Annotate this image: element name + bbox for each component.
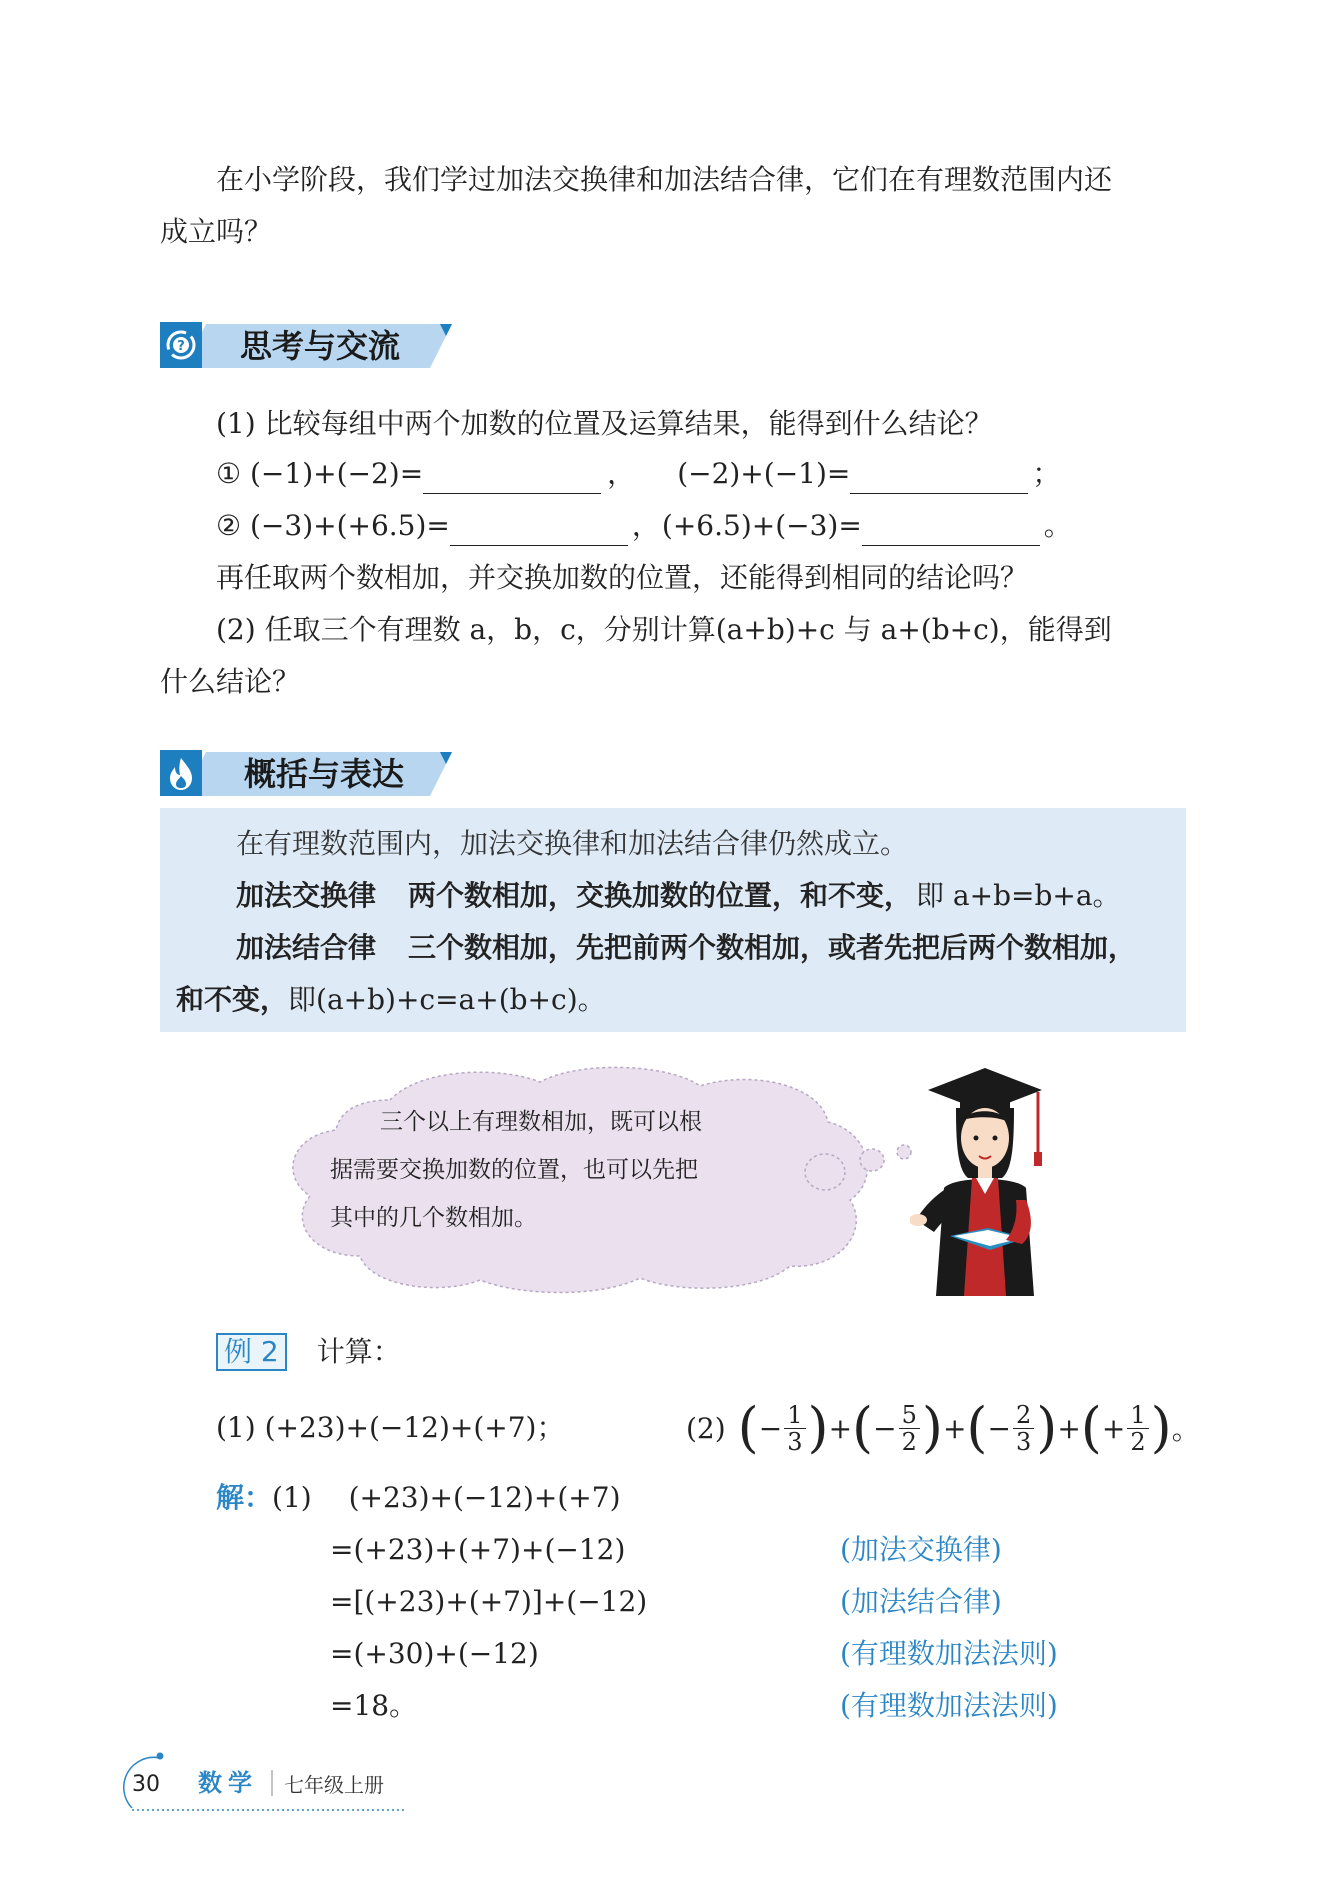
solution-step-2: =[(+23)+(+7)]+(−12) xyxy=(330,1585,648,1618)
answer-blank xyxy=(423,463,601,494)
row2-expr-b: (+6.5)+(−3)= xyxy=(661,509,862,542)
think-section-header xyxy=(160,322,460,372)
answer-blank xyxy=(850,463,1028,494)
intro-line-1: 在小学阶段，我们学过加法交换律和加法结合律，它们在有理数范围内还 xyxy=(216,163,1113,196)
period: 。 xyxy=(1171,1413,1200,1446)
think-section-title: 思考与交流 xyxy=(240,327,401,365)
associative-law-cont xyxy=(176,980,606,1020)
fraction-3: $\frac{2}{3}$ xyxy=(1013,1402,1034,1455)
solution-step-3: =(+30)+(−12) xyxy=(330,1637,539,1670)
paren-open: ( xyxy=(966,1396,988,1459)
think-q2-line-1: (2) 任取三个有理数 a，b，c，分别计算(a+b)+c 与 a+(b+c)，能得到 xyxy=(216,613,1112,646)
solution-expr-0: (1) (+23)+(−12)+(+7) xyxy=(272,1481,621,1514)
intro-line-2: 成立吗？ xyxy=(160,215,273,248)
associative-text-2: 和不变， xyxy=(176,983,289,1016)
example-part-1: (1) (+23)+(−12)+(+7)； xyxy=(216,1411,565,1444)
svg-text:?: ? xyxy=(177,339,185,354)
plus-sign: + xyxy=(828,1411,853,1445)
paren-open: ( xyxy=(852,1396,874,1459)
solution-line-0 xyxy=(216,1478,621,1518)
commutative-text: 两个数相加，交换加数的位置，和不变， xyxy=(408,879,913,912)
footer-grade: 七年级上册 xyxy=(284,1773,384,1797)
paren-close: ) xyxy=(807,1396,829,1459)
minus-sign: − xyxy=(987,1411,1011,1445)
summary-line-1: 在有理数范围内，加法交换律和加法结合律仍然成立。 xyxy=(236,827,909,860)
minus-sign: − xyxy=(758,1411,783,1445)
solution-step-4: =18。 xyxy=(330,1689,418,1722)
row1-end: ； xyxy=(1032,457,1061,490)
associative-text: 三个数相加，先把前两个数相加，或者先把后两个数相加， xyxy=(408,931,1137,964)
commutative-law xyxy=(236,876,1121,916)
paren-close: ) xyxy=(1150,1396,1172,1459)
fraction-4: $\frac{1}{2}$ xyxy=(1127,1402,1148,1455)
example-title: 计算： xyxy=(316,1335,401,1368)
footer-subject: 数学 xyxy=(198,1768,258,1797)
plus-sign: + xyxy=(1101,1411,1126,1445)
think-q2-line-2: 什么结论？ xyxy=(160,665,301,698)
commutative-formula: 即 a+b=b+a。 xyxy=(916,879,1121,912)
solution-note-4: (有理数加法法则) xyxy=(840,1689,1058,1722)
associative-formula: 即(a+b)+c=a+(b+c)。 xyxy=(288,983,606,1016)
row2-separator: ， xyxy=(631,509,660,542)
paren-close: ) xyxy=(921,1396,943,1459)
solution-step-1: =(+23)+(+7)+(−12) xyxy=(330,1533,626,1566)
solution-label: 解： xyxy=(216,1481,273,1514)
associative-label: 加法结合律 xyxy=(236,931,377,964)
think-row-1 xyxy=(216,454,1060,494)
example-header xyxy=(216,1332,401,1372)
fraction-1: $\frac{1}{3}$ xyxy=(784,1402,805,1455)
row2-end: 。 xyxy=(1043,509,1072,542)
think-row-2 xyxy=(216,506,1072,546)
fraction-2: $\frac{5}{2}$ xyxy=(899,1402,920,1455)
bubble-line-1: 三个以上有理数相加，既可以根 xyxy=(380,1109,702,1135)
paren-open: ( xyxy=(737,1396,759,1459)
solution-note-1: (加法交换律) xyxy=(840,1533,1002,1566)
plus-sign: + xyxy=(942,1411,967,1445)
bubble-line-2: 据需要交换加数的位置，也可以先把 xyxy=(330,1157,698,1183)
paren-close: ) xyxy=(1036,1396,1058,1459)
think-q1: (1) 比较每组中两个加数的位置及运算结果，能得到什么结论？ xyxy=(216,407,993,440)
answer-blank xyxy=(450,515,628,546)
row1-expr-a: ① (−1)+(−2)= xyxy=(216,457,424,490)
row2-expr-a: ② (−3)+(+6.5)= xyxy=(216,509,450,542)
solution-note-2: (加法结合律) xyxy=(840,1585,1002,1618)
bubble-line-3: 其中的几个数相加。 xyxy=(330,1205,537,1231)
flame-icon xyxy=(160,750,202,796)
example-part-2 xyxy=(686,1392,1200,1464)
summary-section-title: 概括与表达 xyxy=(244,755,405,793)
minus-sign: − xyxy=(873,1411,897,1445)
part-2-label: (2) xyxy=(686,1411,726,1445)
solution-note-3: (有理数加法法则) xyxy=(840,1637,1058,1670)
question-cycle-icon xyxy=(160,322,202,368)
commutative-label: 加法交换律 xyxy=(236,879,377,912)
think-again: 再任取两个数相加，并交换加数的位置，还能得到相同的结论吗？ xyxy=(216,561,1029,594)
page-number: 30 xyxy=(132,1772,160,1797)
row1-expr-b: (−2)+(−1)= xyxy=(677,457,851,490)
summary-section-header xyxy=(160,750,460,800)
graduate-student-illustration xyxy=(910,1060,1060,1296)
example-tag: 例 2 xyxy=(216,1333,287,1371)
plus-sign: + xyxy=(1057,1411,1081,1445)
paren-open: ( xyxy=(1080,1396,1102,1459)
row1-separator: ， xyxy=(607,457,636,490)
answer-blank xyxy=(862,515,1040,546)
associative-law xyxy=(236,928,1136,968)
